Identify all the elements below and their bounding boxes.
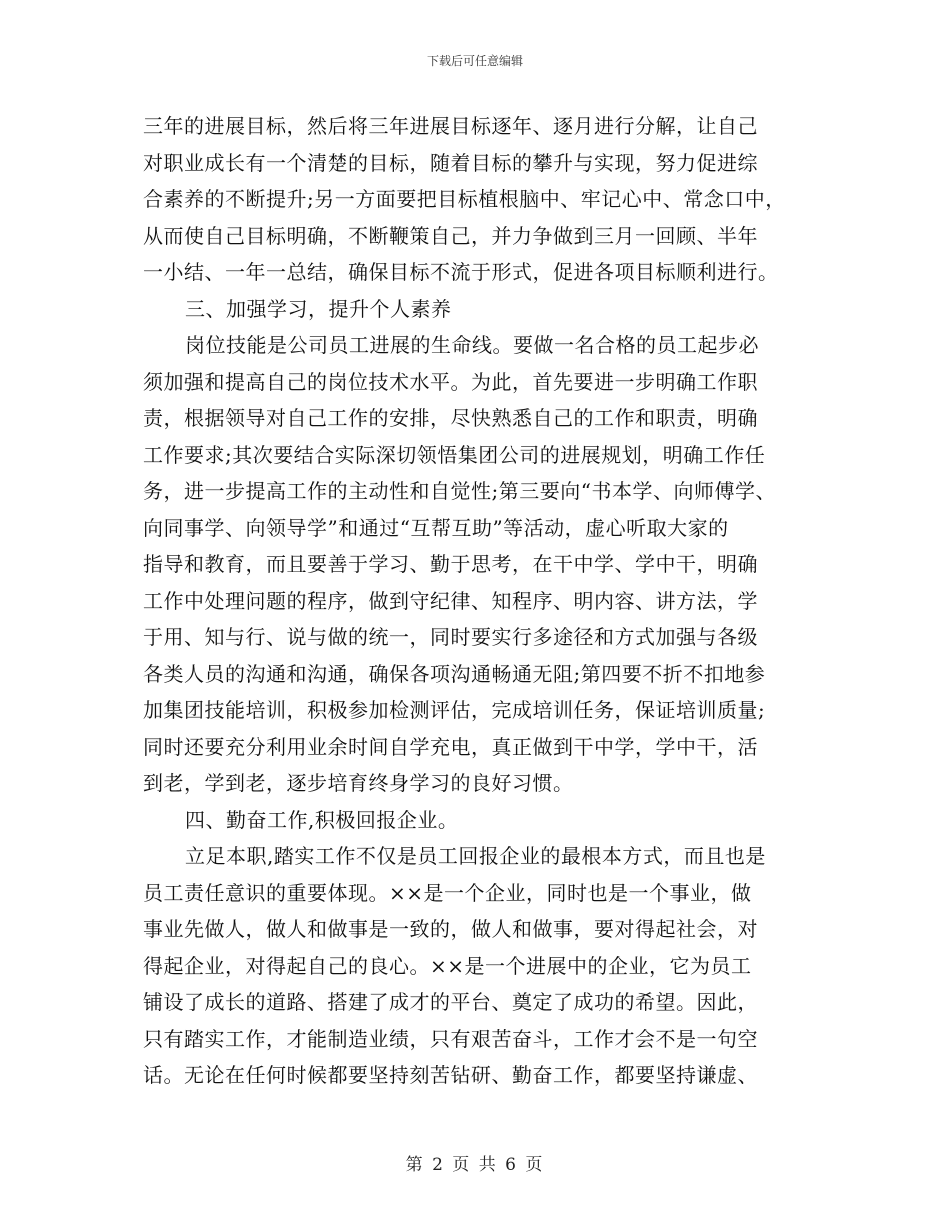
text-line: 务，进一步提高工作的主动性和自觉性;第三要向“书本学、向师傅学、 [143, 479, 776, 503]
text-line: 从而使自己目标明确，不断鞭策自己，并力争做到三月一回顾、半年 [143, 223, 758, 248]
text-line: 指导和教育，而且要善于学习、勤于思考，在干中学、学中干，明确 [143, 552, 758, 576]
text-line: 三年的进展目标，然后将三年进展目标逐年、逐月进行分解，让自己 [143, 114, 758, 138]
text-line: 同时还要充分利用业余时间自学充电，真正做到干中学，学中干，活 [143, 734, 758, 759]
text-line: 得起企业，对得起自己的良心。××是一个进展中的企业，它为员工 [143, 953, 752, 978]
page-header-note: 下载后可任意编辑 [426, 54, 523, 68]
text-line: 只有踏实工作，才能制造业绩，只有艰苦奋斗，工作才会不是一句空 [143, 1026, 758, 1051]
text-line: 员工责任意识的重要体现。××是一个企业，同时也是一个事业，做 [143, 880, 752, 905]
text-line: 三、加强学习，提升个人素养 [185, 296, 452, 321]
text-line: 铺设了成长的道路、搭建了成才的平台、奠定了成功的希望。因此， [143, 990, 758, 1014]
text-line: 责，根据领导对自己工作的安排，尽快熟悉自己的工作和职责，明确 [143, 406, 758, 430]
text-line: 岗位技能是公司员工进展的生命线。要做一名合格的员工起步必 [185, 333, 759, 357]
document-body [143, 108, 823, 1094]
text-line: 于用、知与行、说与做的统一，同时要实行多途径和方式加强与各级 [143, 625, 758, 649]
text-line: 对职业成长有一个清楚的目标，随着目标的攀升与实现，努力促进综 [143, 150, 758, 175]
text-line: 事业先做人，做人和做事是一致的，做人和做事，要对得起社会，对 [143, 917, 758, 941]
text-line: 加集团技能培训，积极参加检测评估，完成培训任务，保证培训质量; [143, 698, 766, 722]
text-line: 话。无论在任何时候都要坚持刻苦钻研、勤奋工作，都要坚持谦虚、 [143, 1063, 758, 1087]
text-line: 工作中处理问题的程序，做到守纪律、知程序、明内容、讲方法，学 [143, 588, 758, 613]
text-line: 须加强和提高自己的岗位技术水平。为此，首先要进一步明确工作职 [143, 369, 758, 394]
text-line: 向同事学、向领导学”和通过“互帮互助”等活动，虚心听取大家的 [143, 515, 729, 540]
text-line: 四、勤奋工作,积极回报企业。 [185, 807, 459, 832]
text-line: 工作要求;其次要结合实际深切领悟集团公司的进展规划，明确工作任 [143, 442, 766, 467]
text-line: 合素养的不断提升;另一方面要把目标植根脑中、牢记心中、常念口中， [143, 187, 786, 211]
page-number-footer: 第 2 页 共 6 页 [405, 1155, 545, 1175]
text-line: 各类人员的沟通和沟通，确保各项沟通畅通无阻;第四要不折不扣地参 [143, 661, 766, 686]
text-line: 到老，学到老，逐步培育终身学习的良好习惯。 [143, 771, 574, 795]
text-line: 立足本职,踏实工作不仅是员工回报企业的最根本方式，而且也是 [185, 844, 766, 868]
text-line: 一小结、一年一总结，确保目标不流于形式，促进各项目标顺利进行。 [143, 260, 779, 284]
